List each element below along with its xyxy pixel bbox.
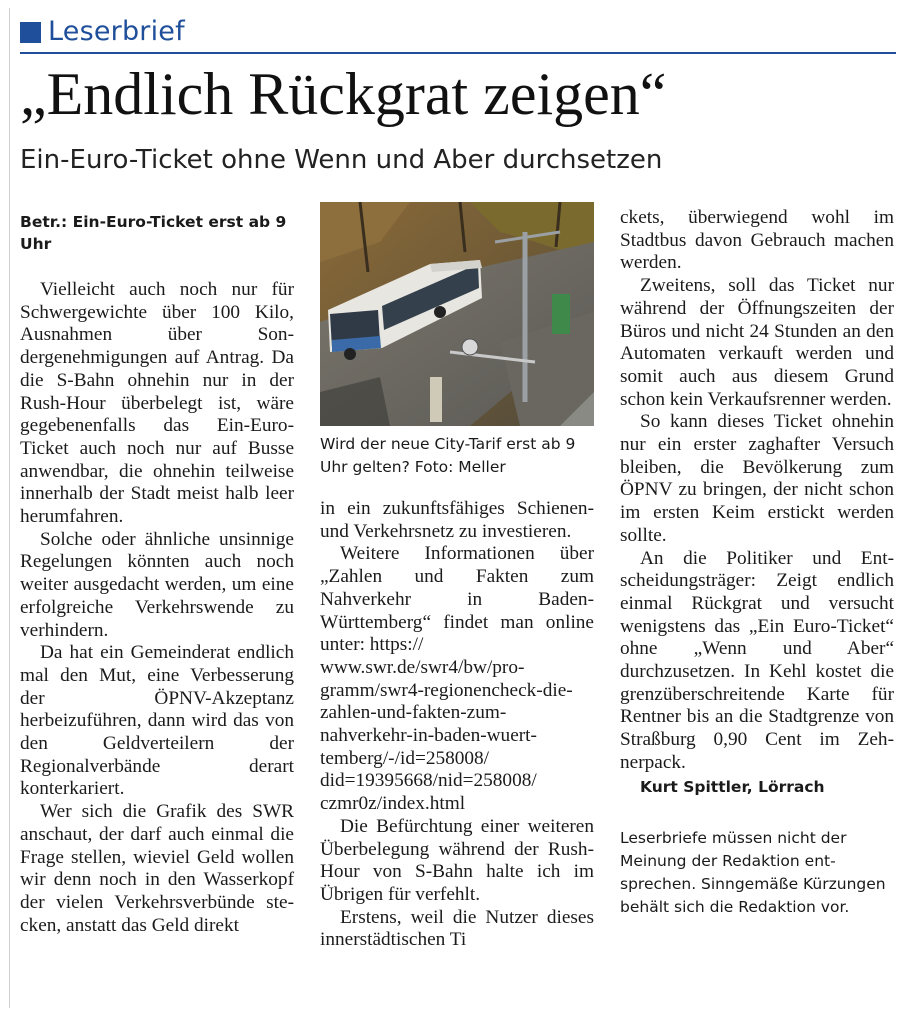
paragraph: Die Befürchtung einer weiteren Überbelegung während der Rush-Hour von S-Bahn halte ich im Übrigen für verfehlt. bbox=[320, 815, 594, 905]
section-label: Leserbrief bbox=[48, 16, 185, 47]
article-column-1 bbox=[20, 211, 294, 937]
article-photo bbox=[320, 202, 594, 426]
editorial-disclaimer: Leserbriefe müssen nicht der Meinung der Redaktion entsprechen. Sinngemäße Kürzungen behält sich die Redaktion vor. bbox=[620, 828, 886, 916]
paragraph: ckets, überwiegend wohl im Stadtbus davon Gebrauch machen werden. bbox=[620, 207, 894, 274]
article-column-3 bbox=[620, 207, 894, 919]
letter-reference: Betr.: Ein-Euro-Ticket erst ab 9 Uhr bbox=[20, 213, 287, 253]
subheadline: Ein-Euro-Ticket ohne Wenn und Aber durchsetzen bbox=[20, 145, 663, 175]
section-header bbox=[20, 12, 896, 54]
column-rule bbox=[9, 8, 10, 1008]
paragraph: Zweitens, soll das Ticket nur während der Öffnungszeiten der Büros und nicht 24 Stunden an den Automaten verkauft werden und somit auch aus diesem Grund schon kein Verkaufsrenner werden. bbox=[620, 275, 894, 410]
bus-photo-illustration bbox=[320, 202, 594, 426]
paragraph: Weitere Informationen über „Zahlen und Fakten zum Nahverkehr in Baden-Württemberg“ findet man online unter: https:// bbox=[320, 543, 594, 656]
paragraph: Wer sich die Grafik des SWR anschaut, der darf auch einmal die Frage stellen, wieviel Geld wollen wir denn noch in den Wasserkopf der vielen Verkehrsverbünde stecken, anstatt das Geld direkt bbox=[20, 801, 294, 936]
paragraph: Da hat ein Gemeinderat endlich mal den Mut, eine Verbesserung der ÖPNV-Akzeptanz herbeizuführen, dann wird das von den Geldverteilern der Regionalverbände derart konterkariert. bbox=[20, 642, 294, 800]
author-signature: Kurt Spittler, Lörrach bbox=[640, 777, 825, 796]
headline: „Endlich Rückgrat zeigen“ bbox=[20, 61, 667, 127]
section-marker-square bbox=[20, 22, 41, 43]
paragraph: Solche oder ähnliche unsinnige Regelungen könnten auch noch weiter ausgedacht werden, um eine erfolgreiche Verkehrswende zu verhindern. bbox=[20, 528, 294, 641]
paragraph: in ein zukunftsfähiges Schienen- und Verkehrsnetz zu investieren. bbox=[320, 498, 594, 542]
paragraph: So kann dieses Ticket ohnehin nur ein erster zaghafter Versuch bleiben, die Bevölkerung zum ÖPNV zu bringen, der nicht schon im ersten Keim erstickt werden sollte. bbox=[620, 411, 894, 546]
article-column-2 bbox=[320, 498, 594, 952]
url-text: www.swr.de/swr4/bw/programm/swr4-regionencheck-die-zahlen-und-fakten-zum-nahverkehr-in-baden-wuerttemberg/-/id=258008/ did=19395668/nid=258008/ czmr0z/index.html bbox=[320, 656, 573, 815]
photo-caption: Wird der neue City-Tarif erst ab 9 Uhr gelten? Foto: Meller bbox=[320, 435, 576, 476]
paragraph: Erstens, weil die Nutzer dieses innerstädtischen Ti bbox=[320, 906, 594, 951]
paragraph: An die Politiker und Entscheidungsträger: Zeigt endlich einmal Rückgrat und versucht wenigstens das „Ein Euro-Ticket“ ohne „Wenn und Aber“ durchzusetzen. In Kehl kostet die grenzüberschreitende Karte für Rentner bis an die Stadtgrenze von Straßburg 0,90 Cent im Zehnerpack. bbox=[620, 547, 894, 773]
paragraph: Vielleicht auch noch nur für Schwergewichte über 100 Kilo, Ausnahmen über Sondergenehmigungen auf Antrag. Da die S-Bahn ohnehin nur in der Rush-Hour überbelegt ist, wäre gegebenenfalls das Ein-Euro-Ticket auch noch nur auf Busse anwendbar, die ohnehin teilweise innerhalb der Stadt meist halb leer herumfahren. bbox=[20, 279, 294, 528]
